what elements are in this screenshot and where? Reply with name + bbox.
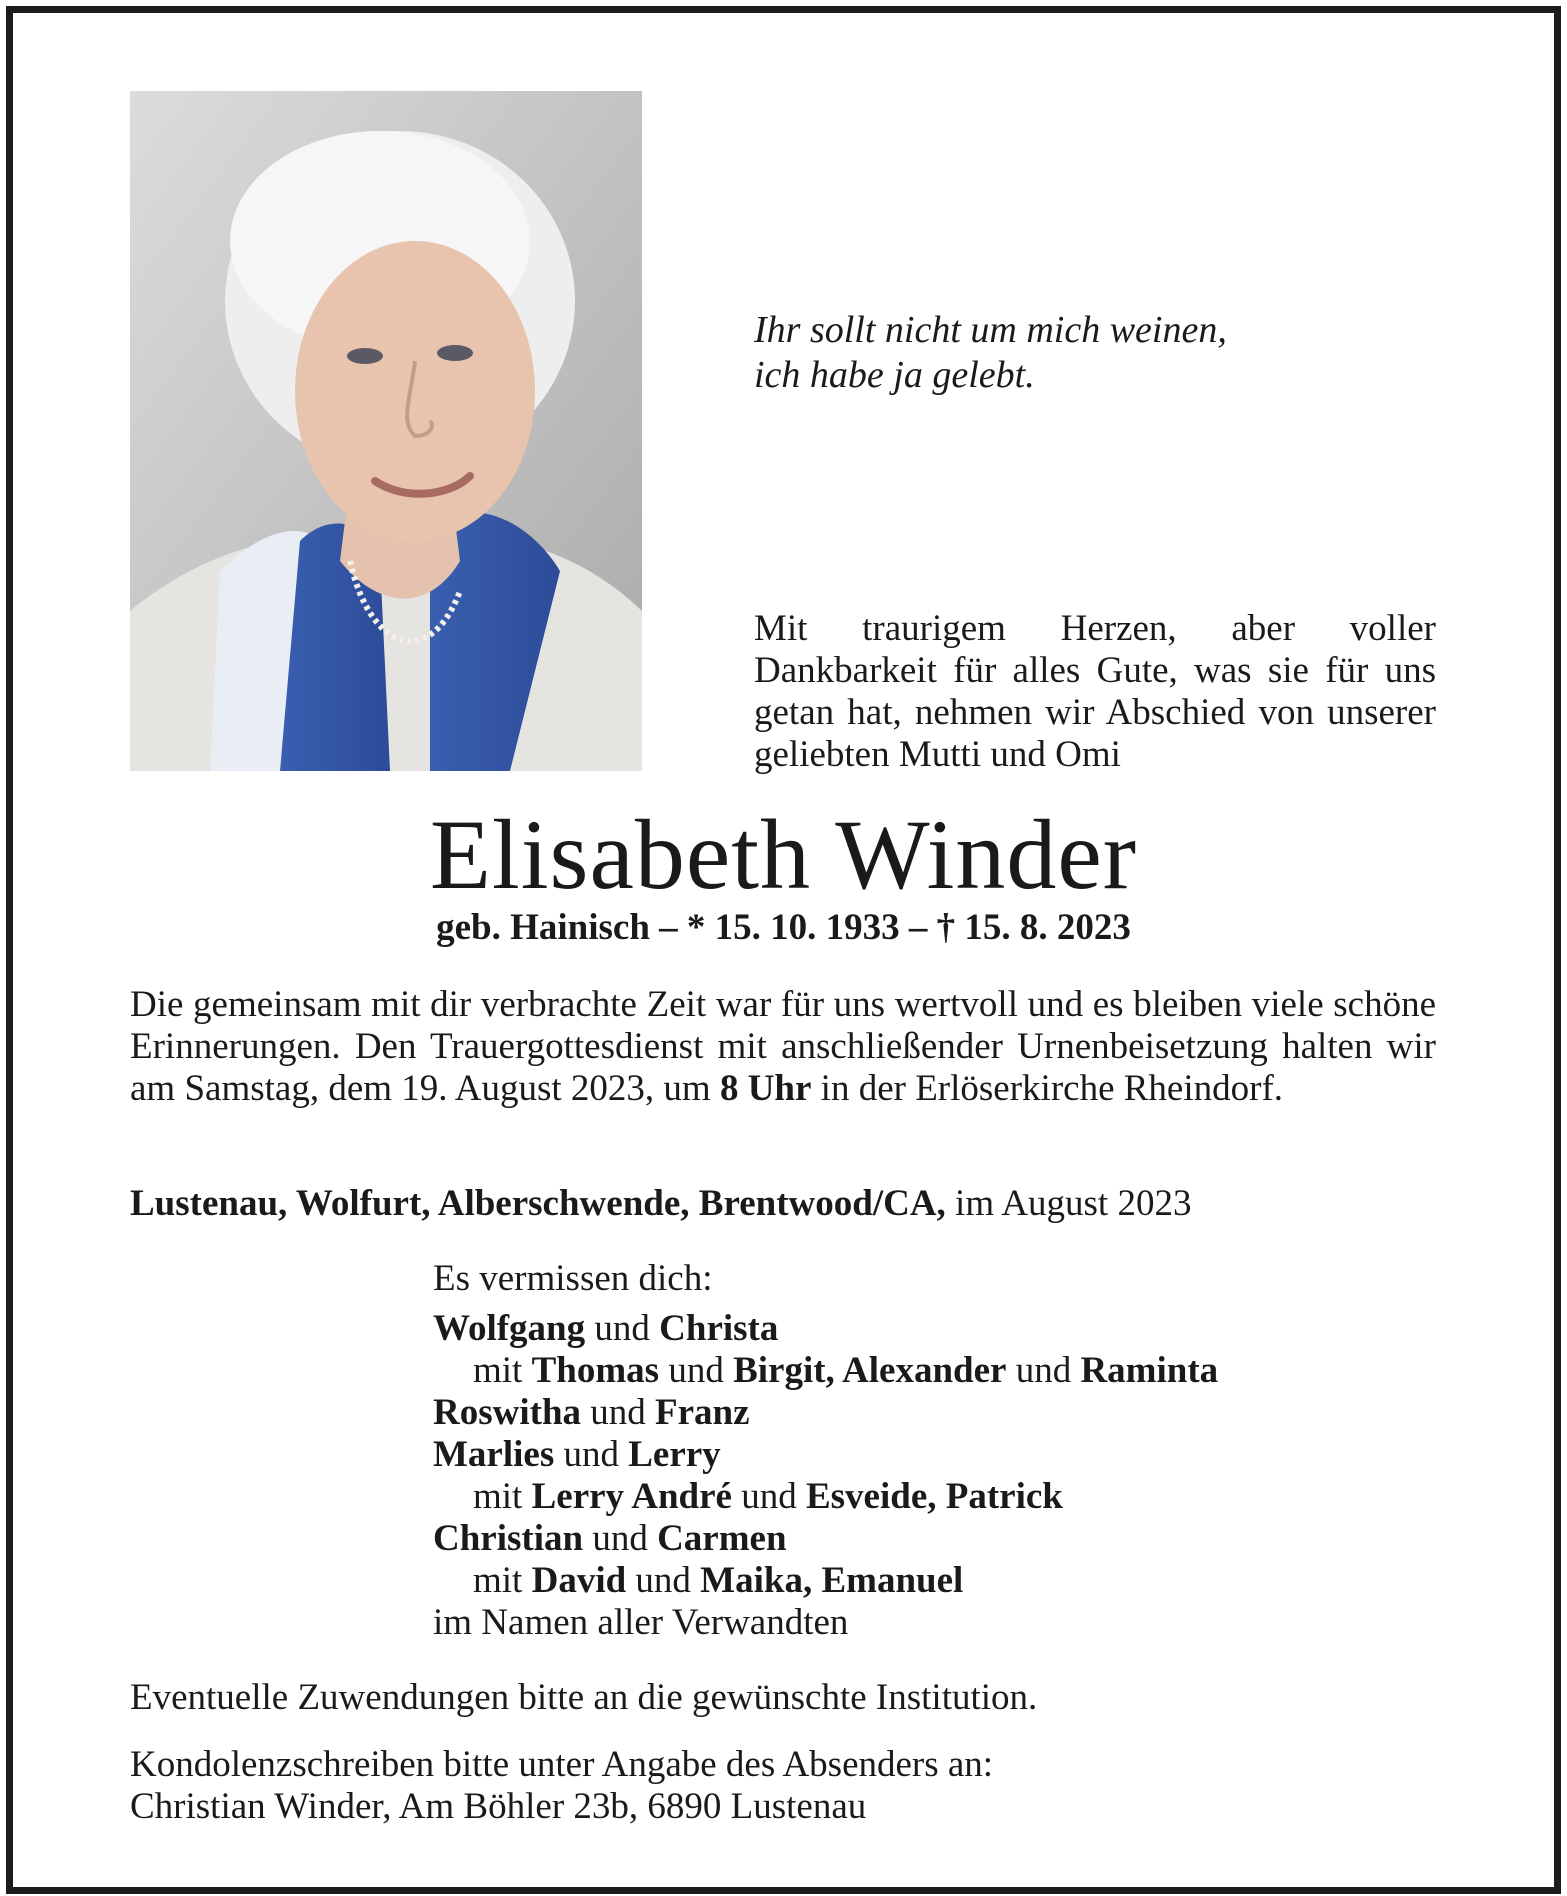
mourner-conj: und (1006, 1350, 1081, 1391)
mourner-conj: und (585, 1308, 660, 1349)
mourner-conj: und (659, 1350, 734, 1391)
places-line (130, 1182, 1436, 1226)
mourner-conj: mit (473, 1350, 532, 1391)
donations-note: Eventuelle Zuwendungen bitte an die gewünschte Institution. (130, 1677, 1038, 1718)
mourner-name: Carmen (657, 1518, 787, 1559)
deceased-dates: geb. Hainisch – * 15. 10. 1933 – † 15. 8. 2023 (436, 907, 1131, 948)
mourner-conj: mit (473, 1476, 532, 1517)
mourners-heading: Es vermissen dich: (433, 1258, 713, 1299)
mourner-conj: und (731, 1476, 806, 1517)
mourner-line (433, 1560, 1433, 1602)
mourner-name: Esveide, Patrick (805, 1476, 1063, 1517)
mourner-name: Maika, Emanuel (700, 1560, 964, 1601)
service-announcement (130, 984, 1436, 1110)
mourner-conj: und (581, 1392, 656, 1433)
service-text-after: in der Erlöserkirche Rheindorf. (811, 1068, 1284, 1109)
mourners-list (433, 1258, 1433, 1644)
mourner-name: Wolfgang (433, 1308, 586, 1349)
mourner-name: Thomas (531, 1350, 660, 1391)
mourner-name: Roswitha (433, 1392, 582, 1433)
places-towns: Lustenau, Wolfurt, Alberschwende, Brentwood/CA, (130, 1183, 946, 1224)
mourner-line (433, 1518, 1433, 1560)
mourner-conj: mit (473, 1560, 532, 1601)
portrait-icon (130, 91, 642, 771)
condolence-line-1: Kondolenzschreiben bitte unter Angabe des Absenders an: (130, 1744, 994, 1785)
mourner-conj: und (583, 1518, 658, 1559)
mourner-conj: und (626, 1560, 701, 1601)
condolence-note (130, 1744, 1436, 1828)
mourner-line (433, 1308, 1433, 1350)
motto-line-2: ich habe ja gelebt. (754, 354, 1035, 396)
mourner-name: Lerry (628, 1434, 721, 1475)
mourner-name: Marlies (433, 1434, 555, 1475)
mourner-name: Franz (655, 1392, 750, 1433)
condolence-address: Christian Winder, Am Böhler 23b, 6890 Lustenau (130, 1786, 867, 1827)
mourner-name: Raminta (1080, 1350, 1219, 1391)
mourner-name: Lerry André (531, 1476, 732, 1517)
mourner-name: Christa (659, 1308, 779, 1349)
mourner-name: David (531, 1560, 627, 1601)
mourner-conj: und (554, 1434, 629, 1475)
portrait-photo (130, 91, 642, 771)
mourner-line (433, 1476, 1433, 1518)
mourner-line (433, 1392, 1433, 1434)
mourner-line (433, 1434, 1433, 1476)
mourner-name: Birgit, Alexander (733, 1350, 1007, 1391)
intro-text: Mit traurigem Herzen, aber voller Dankbarkeit für alles Gute, was sie für uns getan hat, nehmen wir Abschied von unserer geliebten Mutti und Omi (754, 608, 1436, 775)
motto-quote (754, 308, 1454, 398)
motto-line-1: Ihr sollt nicht um mich weinen, (754, 309, 1227, 351)
deceased-name: Elisabeth Winder (429, 799, 1138, 910)
service-text-before: Die gemeinsam mit dir verbrachte Zeit war für uns wertvoll und es bleiben viele schöne Erinnerungen. Den Trauergottesdienst mit anschließender Urnenbeisetzung halten wir am Samstag, dem 19. August 2023, um (130, 984, 1436, 1109)
mourner-line (433, 1350, 1433, 1392)
mourner-name: Christian (433, 1518, 584, 1559)
mourners-closing: im Namen aller Verwandten (433, 1602, 849, 1643)
service-time: 8 Uhr (719, 1068, 812, 1109)
places-date: im August 2023 (945, 1183, 1192, 1224)
